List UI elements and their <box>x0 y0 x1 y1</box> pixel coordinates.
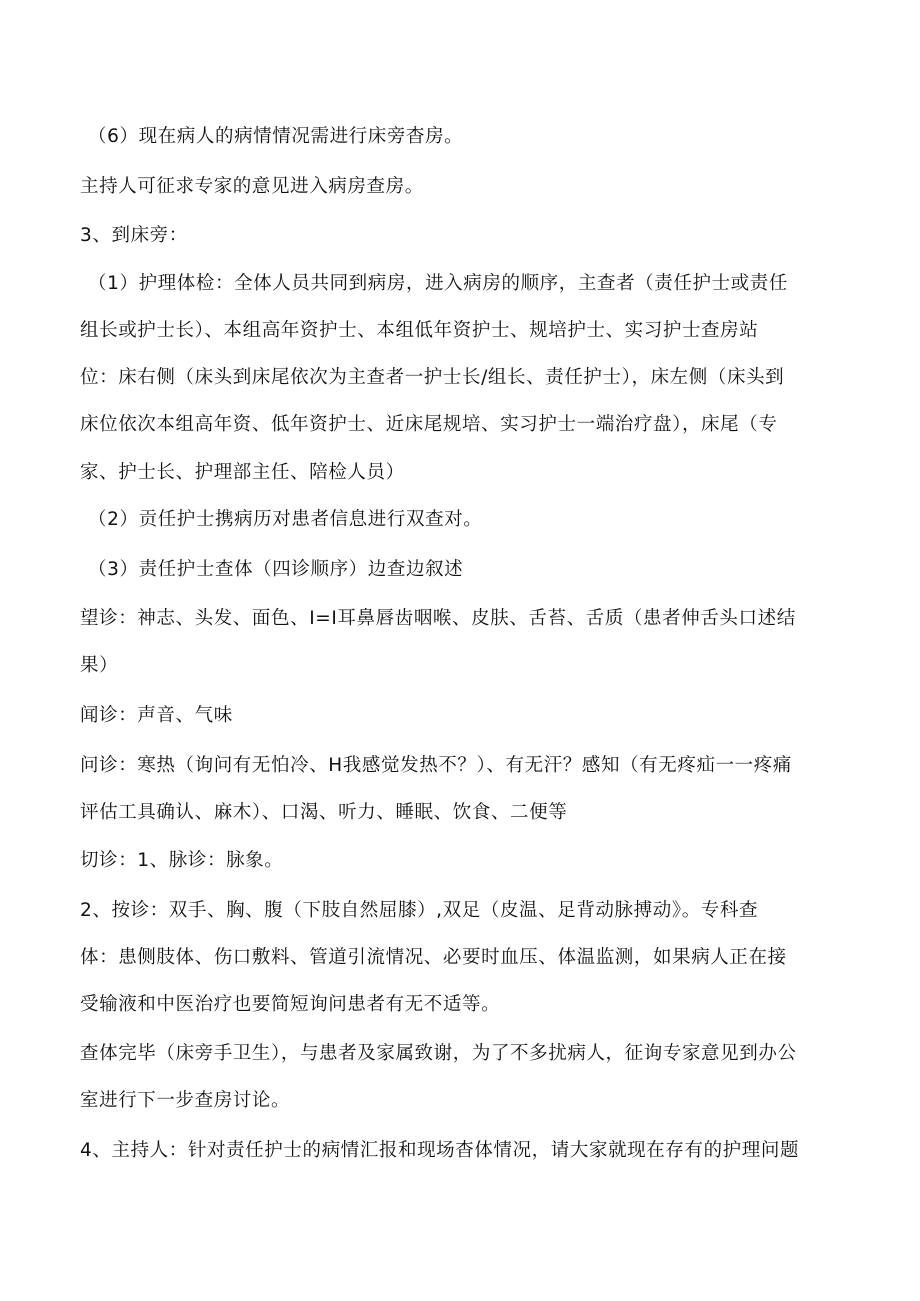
text-line-6: 位：床右侧（床头到床尾依次为主查者一护士长/组长、责任护士），床左侧（床头到 <box>80 367 785 388</box>
text-line-17: 2、按诊：双手、胸、腹（下肢自然屈膝）,双足（皮温、足背动脉搏动》。专科查 <box>80 900 759 921</box>
text-line-13: 闻诊：声音、气味 <box>80 705 233 726</box>
text-line-21: 室进行下一步查房讨论。 <box>80 1090 291 1111</box>
text-line-19: 受输液和中医治疗也要简短询问患者有无不适等。 <box>80 994 501 1015</box>
text-line-7: 床位依次本组高年资、低年资护士、近床尾规培、实习护士一端治疗盘），床尾（专 <box>80 414 778 435</box>
text-line-12: 果） <box>80 655 119 676</box>
text-line-22: 4、主持人：针对责任护士的病情汇报和现场杳体情况，请大家就现在存有的护理问题 <box>80 1140 800 1161</box>
text-line-4: （1）护理体检：全体人员共同到病房，进入病房的顺序，主查者（责任护士或责任 <box>88 273 788 294</box>
text-line-15: 评估工具确认、麻木）、口渴、听力、睡眠、饮食、二便等 <box>80 802 568 823</box>
text-line-11: 望诊：神志、头发、面色、I=I耳鼻唇齿咽喉、皮肤、舌苔、舌质（患者伸舌头口述结 <box>80 608 796 629</box>
text-line-9: （2）贡任护士携病历对患者信息进行双查对。 <box>88 509 483 530</box>
text-line-14: 问诊：寒热（询问有无怕冷、H我感觉发热不？）、有无汗？感知（有无疼疝一一疼痛 <box>80 755 792 776</box>
text-line-3: 3、到床旁： <box>80 225 188 246</box>
text-line-8: 家、护士长、护理部主任、陪检人员） <box>80 462 405 483</box>
text-line-20: 查体完毕（床旁手卫生），与患者及家属致谢，为了不多扰病人，征询专家意见到办公 <box>80 1043 797 1064</box>
text-line-18: 体：患侧肢体、伤口敷料、管道引流情况、必要时血压、体温监测，如果病人正在接 <box>80 947 787 968</box>
text-line-10: （3）责任护士查体（四诊顺序）边查边叙述 <box>88 559 464 580</box>
text-line-2: 主持人可征求专家的意见进入病房查房。 <box>80 176 424 197</box>
text-line-16: 切诊：1、脉诊：脉象。 <box>80 850 284 871</box>
text-line-5: 组长或护士长）、本组高年资护士、本组低年资护士、规培护士、实习护士查房站 <box>80 320 759 341</box>
text-line-1: （6）现在病人的病情情况需进行床旁杳房。 <box>88 126 464 147</box>
